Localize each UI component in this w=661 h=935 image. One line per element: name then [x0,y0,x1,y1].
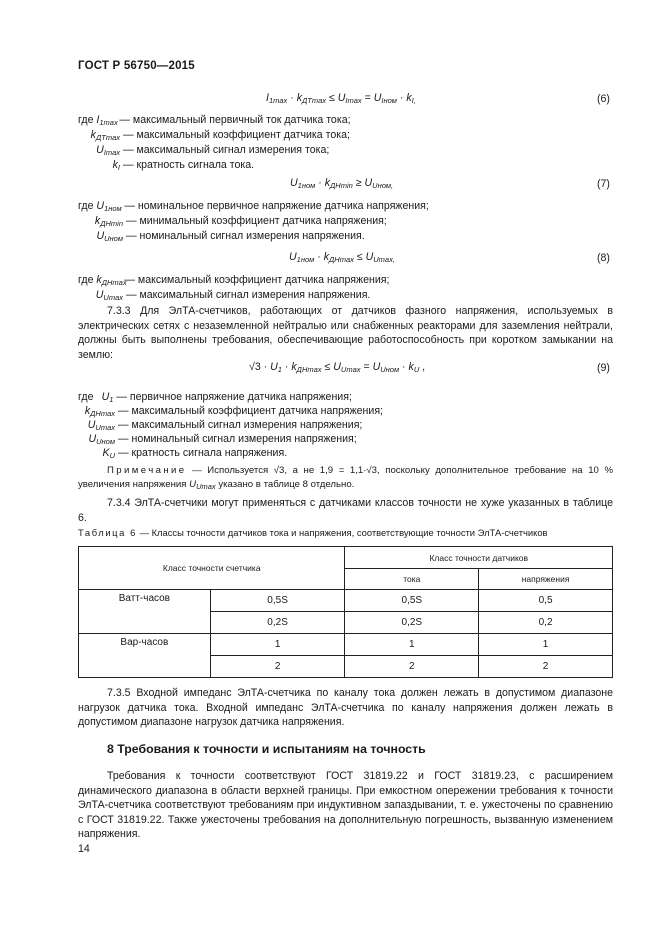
equation-6-label: (6) [597,93,610,105]
definition-symbol: $U_{Uном}$ [96,230,123,243]
note [78,464,613,494]
definition-text: — максимальный сигнал измерения тока; [122,144,330,156]
definition-symbol: $I_{1max}$ [96,114,118,127]
equation-9: $√3 \cdot U_1 \cdot k_{ДНmax} \le U_{Umax} = U_{Uном} \cdot k_U$ , [249,361,426,374]
definition-item [78,230,365,243]
equation-7-label: (7) [597,178,610,190]
where-label: где [78,200,94,212]
definition-symbol: $U_{Imax}$ [96,144,120,157]
note-text-c: , поскольку дополнительное требование на 10 % увеличения напряжения [78,465,613,490]
table-row [79,634,613,656]
definition-symbol: $k_I$ [112,159,120,172]
section-8-title: 8 Требования к точности и испытаниям на точность [107,742,426,756]
definition-item [78,215,387,228]
definition-item [78,405,383,418]
table-cell: 0,5S [210,590,345,612]
definition-text: — максимальный сигнал измерения напряжения. [125,289,371,301]
table-row [79,590,613,612]
header-sensor-class: Класс точности датчиков [345,547,613,569]
paragraph-7-3-5: 7.3.5 Входной импеданс ЭлТА-счетчика по каналу тока должен лежать в допустимом диапазоне нагрузок датчика тока. Входной импеданс ЭлТА-счетчика по каналу напряжения должен лежать в допустимом диапазоне нагрузок датчика напряжения. [78,687,613,729]
table-cell: 0,2 [479,612,613,634]
definition-text: — номинальный сигнал измерения напряжения. [125,230,365,242]
definition-text: — минимальный коэффициент датчика напряжения; [125,215,387,227]
note-text-b: , а не 1,9 = 1,1· [284,465,367,476]
definition-item [78,391,352,404]
definition-item [78,433,357,446]
document-header: ГОСТ Р 56750—2015 [78,60,195,72]
note-text-d: указано в таблице 8 отдельно. [218,479,355,490]
definition-item [78,200,429,213]
definition-symbol: $U_{Umax}$ [95,289,123,302]
table-cell: 0,5S [345,590,479,612]
group-var-hours: Вар-часов [79,634,211,678]
accuracy-table [78,546,613,678]
definition-item [78,419,362,432]
definition-text: — максимальный первичный ток датчика тока; [119,114,351,126]
definition-text: — максимальный коэффициент датчика напряжения; [124,274,390,286]
note-label: Примечание [107,465,187,476]
header-meter-class: Класс точности счетчика [79,547,345,590]
definition-text: — максимальный коэффициент датчика тока; [122,129,350,141]
definition-item [78,274,389,287]
note-text-a: — Используется [192,465,269,476]
table-cell: 0,2S [345,612,479,634]
definition-symbol: $k_{ДНmax}$ [84,405,115,418]
equation-6: $I_{1max} \cdot k_{ДТmax} \le U_{Imax} = U_{Iном} \cdot k_{I,}$ [266,92,416,105]
table-cell: 0,5 [479,590,613,612]
table-caption-text: — Классы точности датчиков тока и напряжения, соответствующие точности ЭлТА-счетчиков [139,527,548,538]
definition-item [78,289,370,302]
note-symbol: $U_{Umax}$ [189,479,216,491]
definition-item [78,159,254,172]
group-watt-hours: Ватт-часов [79,590,211,634]
definition-item [78,114,351,127]
definition-text: — кратность сигнала напряжения. [117,447,288,459]
definition-symbol: $U_{Umax}$ [87,419,115,432]
definition-symbol: $U_{1ном}$ [96,200,122,213]
where-label: где [78,391,94,403]
where-label: где [78,114,94,126]
definition-symbol: $U_{Uном}$ [88,433,115,446]
definition-text: — номинальное первичное напряжение датчика напряжения; [124,200,429,212]
definition-item [78,447,287,460]
sqrt3-symbol: √3 [366,465,378,476]
sqrt3-symbol: √3 [273,465,285,476]
definition-symbol: $k_{ДТmax}$ [90,129,120,142]
definition-text: — максимальный коэффициент датчика напряжения; [117,405,384,417]
page-number: 14 [78,843,90,855]
table-cell: 2 [345,656,479,678]
definition-item [78,144,329,157]
table-cell: 1 [345,634,479,656]
table-cell: 1 [210,634,345,656]
definition-symbol: $k_{ДНmin}$ [94,215,123,228]
equation-7: $U_{1ном} \cdot k_{ДНmin} \ge U_{Uном,}$ [290,177,394,190]
paragraph-7-3-3: 7.3.3 Для ЭлТА-счетчиков, работающих от датчиков фазного напряжения, используемых в электрических сетях с незаземленной нейтралью или снабженных реакторами для заземления нейтрали, должны быть выполнены требования, обеспечивающие работоспособность при коротком замыкании на землю: [78,305,613,361]
definition-text: — максимальный сигнал измерения напряжения; [117,419,363,431]
header-voltage: напряжения [479,569,613,590]
definition-symbol: $U_1$ [101,391,114,404]
table-cell: 1 [479,634,613,656]
definition-text: — кратность сигнала тока. [122,159,255,171]
equation-8: $U_{1ном} \cdot k_{ДНmax} \le U_{Umax,}$ [289,251,395,264]
table-caption [78,527,548,538]
header-current: тока [345,569,479,590]
where-label: где [78,274,94,286]
definition-symbol: $k_{ДНmax}$ [96,274,127,287]
definition-symbol: $K_U$ [102,447,115,460]
definition-text: — первичное напряжение датчика напряжения; [116,391,352,403]
definition-item [78,129,350,142]
equation-9-label: (9) [597,362,610,374]
definition-text: — номинальный сигнал измерения напряжения; [117,433,357,445]
table-cell: 2 [210,656,345,678]
equation-8-label: (8) [597,252,610,264]
table-cell: 0,2S [210,612,345,634]
paragraph-7-3-4: 7.3.4 ЭлТА-счетчики могут применяться с датчиками классов точности не хуже указанных в таблице 6. [78,497,613,524]
table-caption-label: Таблица 6 [78,527,137,538]
section-8-text: Требования к точности соответствуют ГОСТ 31819.22 и ГОСТ 31819.23, с расширением динамического диапазона в области верхней границы. При емкостном опережении требования к точности ЭлТА-счетчика соответствуют требованиям при индуктивном запаздывании, т. е. ужесточены по сравнению с ГОСТ 31819.22. Также ужесточены требования на дополнительную погрешность, вызванную изменением напряжения. [78,770,613,841]
table-cell: 2 [479,656,613,678]
